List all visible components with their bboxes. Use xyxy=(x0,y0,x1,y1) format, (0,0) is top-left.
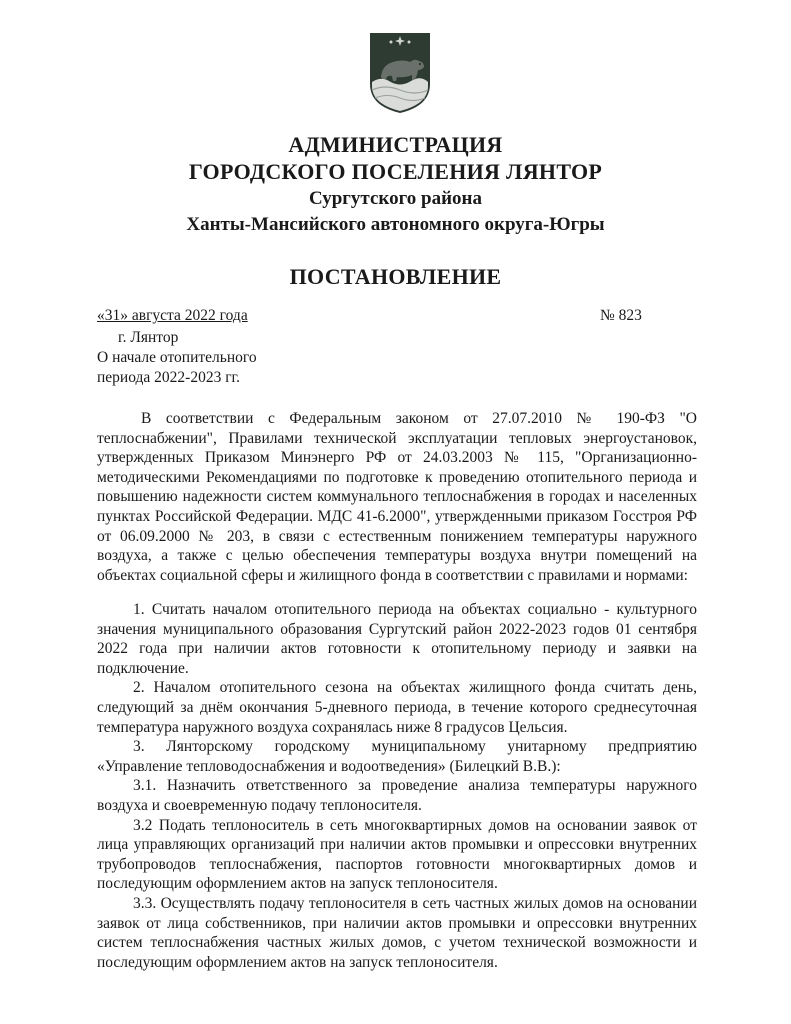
org-title-line2: ГОРОДСКОГО ПОСЕЛЕНИЯ ЛЯНТОР xyxy=(188,159,603,184)
document-subject xyxy=(97,348,257,388)
document-date: «31» августа 2022 года xyxy=(97,307,248,324)
resolution-items xyxy=(97,600,697,972)
resolution-item: 2. Началом отопительного сезона на объектах жилищного фонда считать день, следующий за днём окончания 5-дневного периода, в течение которого среднесуточная температура наружного воздуха сохранялась ниже 8 градусов Цельсия. xyxy=(97,679,697,736)
org-title-line1: АДМИНИСТРАЦИЯ xyxy=(288,132,503,157)
resolution-item: 3.1. Назначить ответственного за проведение анализа температуры наружного воздуха и своевременную подачу теплоносителя. xyxy=(97,777,697,814)
preamble-text: В соответствии с Федеральным законом от 27.07.2010 № 190-ФЗ "О теплоснабжении", Правилами технической эксплуатации тепловых энергоустановок, утвержденных Приказом Минэнерго РФ от 24.03.2003 № 115, "Организационно-методическими Рекомендациями по подготовке к проведению отопительного периода и повышению надежности систем коммунального теплоснабжения в городах и населенных пунктах Российской Федерации. МДС 41-6.2000", утвержденными приказом Госстроя РФ от 06.09.2000 № 203, в связи с естественным понижением температуры наружного воздуха, а также с целью обеспечения температуры воздуха внутри помещений на объектах социальной сферы и жилищного фонда в соответствии с правилами и нормами: xyxy=(97,410,697,584)
resolution-item: 3. Лянторскому городскому муниципальному унитарному предприятию «Управление тепловодоснабжения и водоотведения» (Билецкий В.В.): xyxy=(97,738,697,775)
document-city: г. Лянтор xyxy=(118,329,179,346)
resolution-item: 1. Считать началом отопительного периода на объектах социально - культурного значения муниципального образования Сургутский район 2022-2023 годов 01 сентября 2022 года при наличии актов готовности к отопительному периоду и заявки на подключение. xyxy=(97,601,697,677)
resolution-item: 3.2 Подать теплоноситель в сеть многоквартирных домов на основании заявок от лица управляющих организаций при наличии актов промывки и опрессовки внутренних трубопроводов теплоснабжения, паспортов готовности многоквартирных домов и последующим оформлением актов на запуск теплоносителя. xyxy=(97,816,697,893)
subject-line: периода 2022-2023 гг. xyxy=(97,369,241,386)
preamble-paragraph xyxy=(97,409,697,585)
org-district: Сургутского района xyxy=(308,188,482,209)
document-type: ПОСТАНОВЛЕНИЕ xyxy=(289,264,502,289)
document-number: № 823 xyxy=(600,307,642,324)
org-region: Ханты-Мансийского автономного округа-Югры xyxy=(186,214,605,235)
resolution-item: 3.3. Осуществлять подачу теплоносителя в сеть частных жилых домов на основании заявок от лица собственников, при наличии актов промывки и опрессовки внутренних систем теплоснабжения частных жилых домов, с учетом технической возможности и последующим оформлением актов на запуск теплоносителя. xyxy=(97,894,697,971)
bear-coat-of-arms-icon xyxy=(369,32,431,114)
subject-line: О начале отопительного xyxy=(97,349,257,366)
